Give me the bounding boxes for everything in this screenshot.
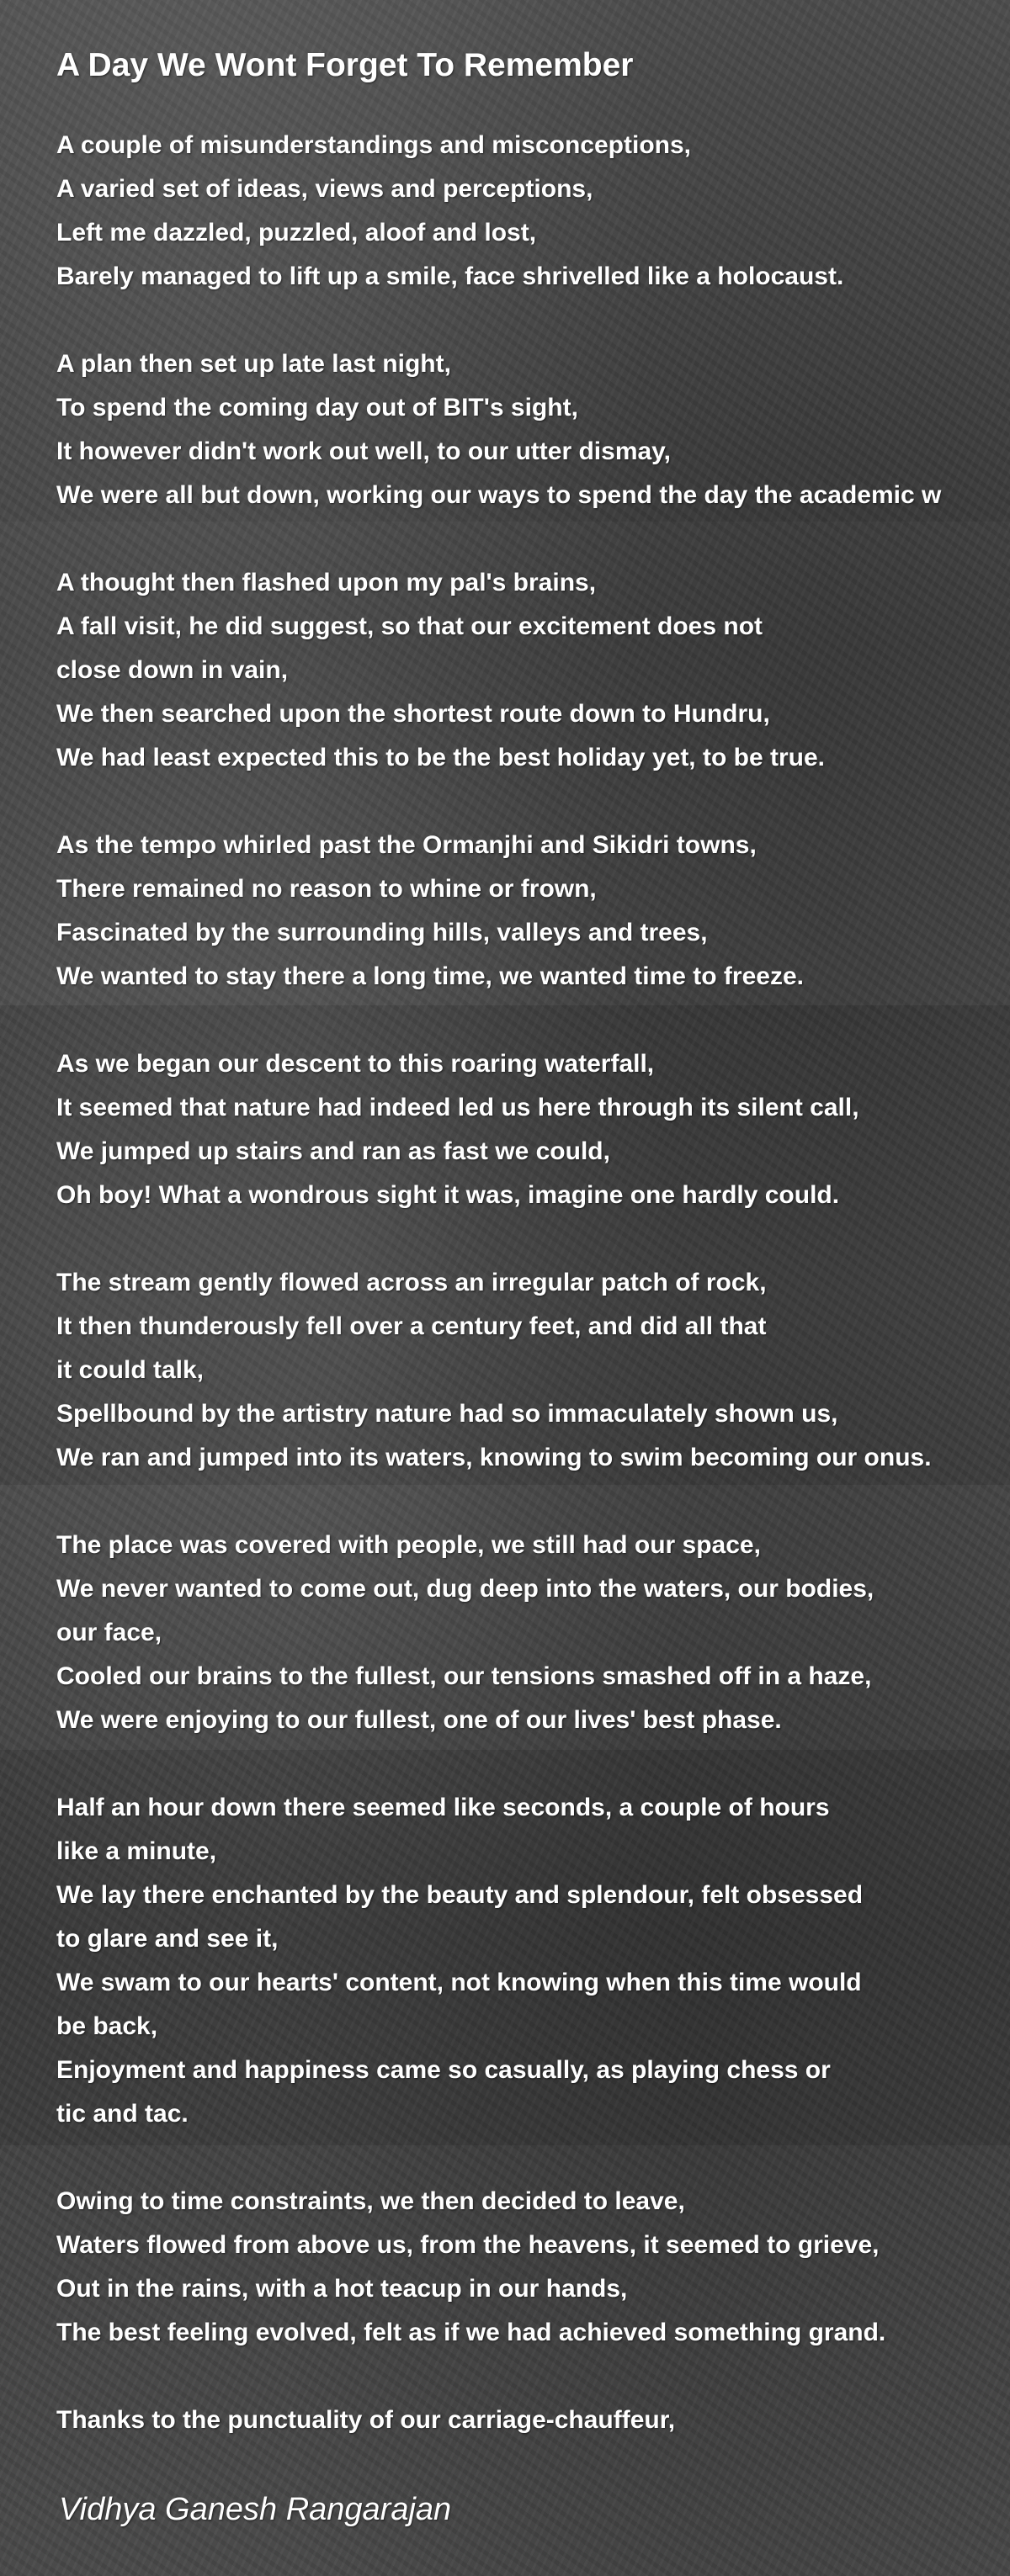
poem-stanza xyxy=(56,1042,1010,1217)
poem-line: As we began our descent to this roaring waterfall, xyxy=(56,1050,655,1078)
poem-line: We wanted to stay there a long time, we wanted time to freeze. xyxy=(56,962,804,990)
poem-stanza xyxy=(56,2180,1010,2355)
poem-line: Cooled our brains to the fullest, our tensions smashed off in a haze, xyxy=(56,1662,872,1690)
poem-stanza xyxy=(56,2398,1010,2442)
poem-title: A Day We Wont Forget To Remember xyxy=(56,47,634,83)
poem-stanza xyxy=(56,561,1010,780)
poem-line: We jumped up stairs and ran as fast we could, xyxy=(56,1137,610,1165)
poem-line: We ran and jumped into its waters, knowing to swim becoming our onus. xyxy=(56,1444,932,1471)
poem-line: Left me dazzled, puzzled, aloof and lost, xyxy=(56,219,537,246)
poem-stanza xyxy=(56,1261,1010,1480)
poem-line: Half an hour down there seemed like seconds, a couple of hours xyxy=(56,1794,830,1821)
poem-body xyxy=(56,124,1010,2486)
poem-line: tic and tac. xyxy=(56,2100,189,2128)
poem-line: Waters flowed from above us, from the heavens, it seemed to grieve, xyxy=(56,2231,880,2259)
poem-line: To spend the coming day out of BIT's sight, xyxy=(56,394,578,421)
poem-line: Out in the rains, with a hot teacup in our hands, xyxy=(56,2275,628,2303)
poem-line: Owing to time constraints, we then decided to leave, xyxy=(56,2187,685,2215)
poem-line: We lay there enchanted by the beauty and splendour, felt obsessed xyxy=(56,1881,864,1909)
poem-line: close down in vain, xyxy=(56,656,289,684)
poem-line: it could talk, xyxy=(56,1356,205,1384)
poem-line: Spellbound by the artistry nature had so immaculately shown us, xyxy=(56,1400,838,1428)
poem-line: The place was covered with people, we still had our space, xyxy=(56,1531,761,1559)
poem-line: Thanks to the punctuality of our carriage-chauffeur, xyxy=(56,2406,676,2434)
poem-line: Fascinated by the surrounding hills, valleys and trees, xyxy=(56,919,708,946)
poem-line: Oh boy! What a wondrous sight it was, imagine one hardly could. xyxy=(56,1181,840,1209)
poem-line: A thought then flashed upon my pal's brains, xyxy=(56,569,597,596)
poem-stanza xyxy=(56,1524,1010,1742)
poem-line: be back, xyxy=(56,2012,158,2040)
poem-line: to glare and see it, xyxy=(56,1925,279,1953)
poem-line: The best feeling evolved, felt as if we had achieved something grand. xyxy=(56,2319,886,2346)
poem-line: Enjoyment and happiness came so casually, as playing chess or xyxy=(56,2056,831,2084)
poem-stanza xyxy=(56,824,1010,999)
poem-line: We never wanted to come out, dug deep into the waters, our bodies, xyxy=(56,1575,874,1603)
poem-line: As the tempo whirled past the Ormanjhi and Sikidri towns, xyxy=(56,831,757,859)
poem-stanza xyxy=(56,342,1010,517)
poem-line: It seemed that nature had indeed led us here through its silent call, xyxy=(56,1094,859,1121)
poem-line: We had least expected this to be the best holiday yet, to be true. xyxy=(56,744,825,771)
poem-line: We were enjoying to our fullest, one of our lives' best phase. xyxy=(56,1706,782,1734)
poem-line: A fall visit, he did suggest, so that our excitement does not xyxy=(56,612,763,640)
poem-line: A couple of misunderstandings and misconceptions, xyxy=(56,131,691,159)
poem-line: A varied set of ideas, views and perceptions, xyxy=(56,175,593,203)
poem-stanza xyxy=(56,1786,1010,2136)
poem-line: The stream gently flowed across an irregular patch of rock, xyxy=(56,1269,767,1296)
poem-line: Barely managed to lift up a smile, face shrivelled like a holocaust. xyxy=(56,262,844,290)
poem-line: We then searched upon the shortest route down to Hundru, xyxy=(56,700,770,728)
poem-author: Vidhya Ganesh Rangarajan xyxy=(59,2492,452,2527)
poem-stanza xyxy=(56,124,1010,299)
poem-line: It then thunderously fell over a century feet, and did all that xyxy=(56,1312,767,1340)
poem-line: our face, xyxy=(56,1619,162,1646)
poem-line: It however didn't work out well, to our utter dismay, xyxy=(56,437,671,465)
poem-line: A plan then set up late last night, xyxy=(56,350,451,378)
poem-line: like a minute, xyxy=(56,1837,217,1865)
poem-line: We swam to our hearts' content, not knowing when this time would xyxy=(56,1969,862,1996)
poem-line: There remained no reason to whine or frown, xyxy=(56,875,597,903)
poem-line: We were all but down, working our ways to spend the day the academic w xyxy=(56,481,942,509)
